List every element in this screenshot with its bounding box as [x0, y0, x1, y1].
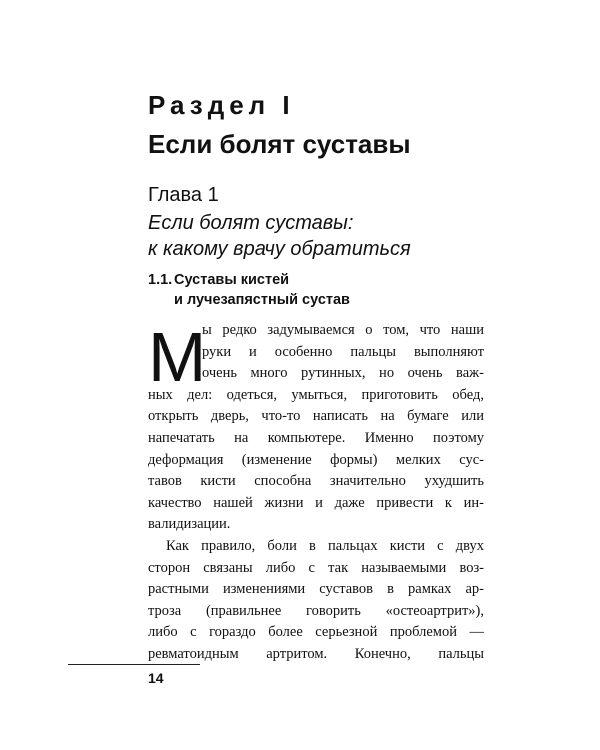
body-line: ных дел: одеться, умыться, приготовить обед,: [148, 386, 484, 403]
body-line: растными изменениями суставов в рамках ар-: [148, 581, 484, 598]
page-number: 14: [148, 670, 164, 686]
body-line: сторон связаны либо с так называемыми воз-: [148, 559, 484, 576]
body-text: [148, 320, 484, 666]
body-line: Как правило, боли в пальцах кисти с двух: [166, 537, 484, 554]
body-line: валидизации.: [148, 516, 231, 533]
subsection-title-line-2: и лучезапястный сустав: [174, 292, 350, 308]
body-line: очень много рутинных, но очень важ-: [202, 365, 484, 382]
body-line: напечатать на компьютере. Именно поэтому: [148, 429, 484, 446]
chapter-label: Глава 1: [148, 184, 219, 206]
body-line: ревматоидным артритом. Конечно, пальцы: [148, 645, 484, 662]
subsection-heading: [148, 270, 350, 310]
footer-rule: [68, 664, 200, 665]
body-line: либо с гораздо более серьезной проблемой —: [148, 624, 484, 641]
body-line: ы редко задумываемся о том, что наши: [202, 322, 484, 338]
body-line: руки и особенно пальцы выполняют: [202, 343, 484, 360]
body-line: троза (правильнее говорить «остеоартрит»),: [148, 602, 484, 619]
body-line: деформация (изменение формы) мелких сус-: [148, 451, 484, 468]
section-label: Раздел I: [148, 90, 295, 120]
body-line: открыть дверь, что-то написать на бумаге или: [148, 408, 484, 425]
section-title: Если болят суставы: [148, 129, 411, 159]
subsection-title-line-1: Суставы кистей: [174, 272, 290, 288]
body-line: качество нашей жизни и даже привести к ин-: [148, 494, 484, 511]
chapter-title-line-1: Если болят суставы:: [148, 212, 354, 234]
body-line: тавов кисти способна значительно ухудшить: [148, 473, 484, 490]
chapter-title: [148, 210, 411, 262]
chapter-title-line-2: к какому врачу обратиться: [148, 238, 411, 260]
drop-cap: М: [148, 318, 207, 396]
subsection-number: 1.1.: [148, 272, 173, 288]
